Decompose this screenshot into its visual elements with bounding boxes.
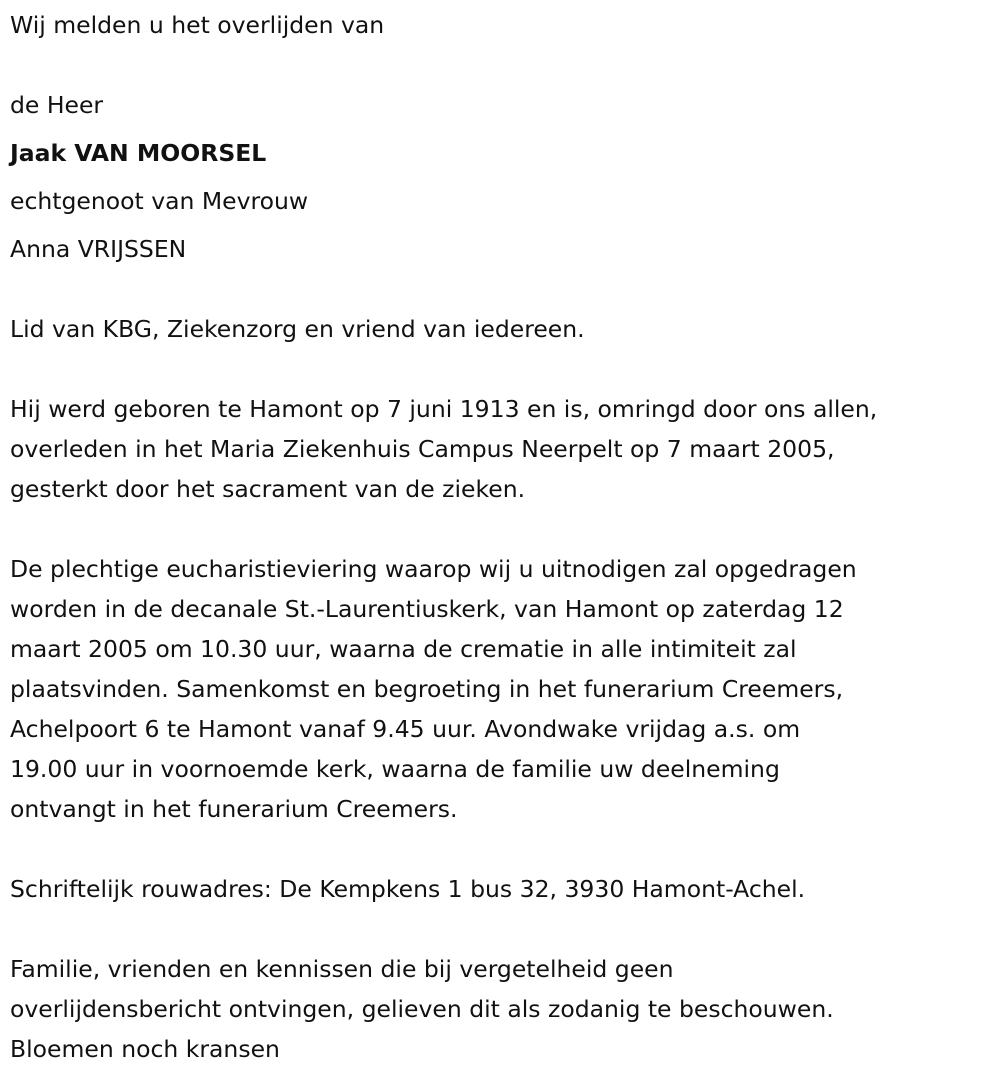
- intro-text: Wij melden u het overlijden van: [10, 11, 385, 39]
- deceased-block: [10, 81, 308, 273]
- closing-paragraph: [10, 949, 834, 1069]
- membership-paragraph: [10, 309, 585, 349]
- text-line: ontvangt in het funerarium Creemers.: [10, 795, 458, 823]
- text-line: overleden in het Maria Ziekenhuis Campus Neerpelt op 7 maart 2005,: [10, 435, 835, 463]
- text-line: overlijdensbericht ontvingen, gelieven dit als zodanig te beschouwen.: [10, 995, 834, 1023]
- address-paragraph: [10, 869, 805, 909]
- spouse-label: echtgenoot van Mevrouw: [10, 187, 309, 215]
- spouse-name: Anna VRIJSSEN: [10, 235, 187, 263]
- text-line: plaatsvinden. Samenkomst en begroeting in het funerarium Creemers,: [10, 675, 844, 703]
- text-line: Hij werd geboren te Hamont op 7 juni 1913 en is, omringd door ons allen,: [10, 395, 878, 423]
- text-line: Bloemen noch kransen: [10, 1035, 280, 1063]
- text-line: gesterkt door het sacrament van de zieken.: [10, 475, 526, 503]
- text-line: worden in de decanale St.-Laurentiuskerk, van Hamont op zaterdag 12: [10, 595, 844, 623]
- text-line: Familie, vrienden en kennissen die bij vergetelheid geen: [10, 955, 674, 983]
- ceremony-paragraph: [10, 549, 857, 829]
- intro-paragraph: [10, 5, 384, 45]
- text-line: Achelpoort 6 te Hamont vanaf 9.45 uur. Avondwake vrijdag a.s. om: [10, 715, 801, 743]
- text-line: 19.00 uur in voornoemde kerk, waarna de familie uw deelneming: [10, 755, 780, 783]
- address-text: Schriftelijk rouwadres: De Kempkens 1 bus 32, 3930 Hamont-Achel.: [10, 875, 806, 903]
- text-line: maart 2005 om 10.30 uur, waarna de crematie in alle intimiteit zal: [10, 635, 797, 663]
- deceased-name: Jaak VAN MOORSEL: [10, 139, 267, 167]
- membership-text: Lid van KBG, Ziekenzorg en vriend van iedereen.: [10, 315, 585, 343]
- text-line: De plechtige eucharistieviering waarop wij u uitnodigen zal opgedragen: [10, 555, 857, 583]
- deceased-title: de Heer: [10, 91, 104, 119]
- birth-death-paragraph: [10, 389, 877, 509]
